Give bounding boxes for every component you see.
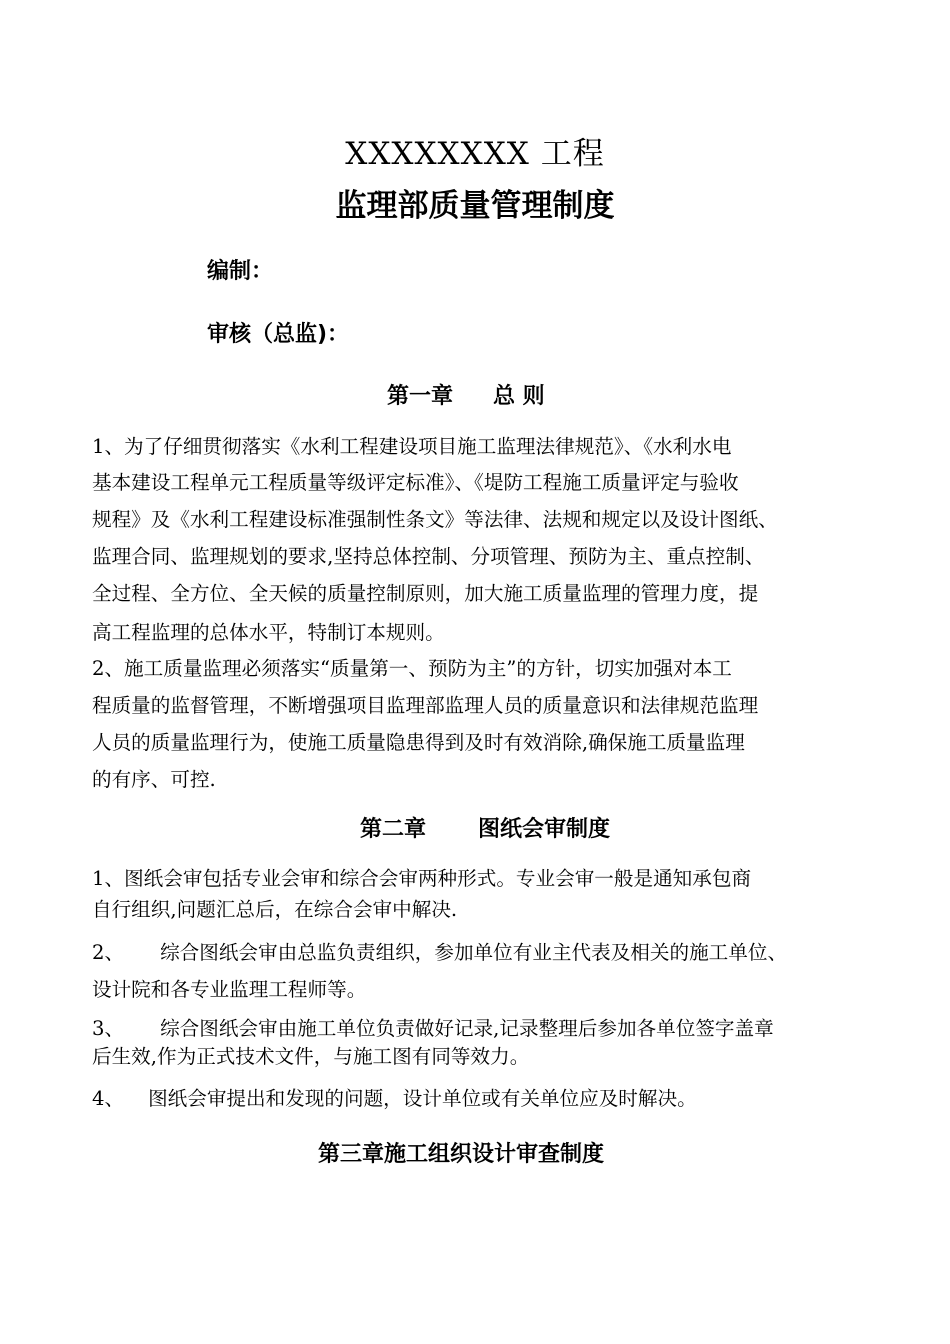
chapter-2-item-2-line: 2、 综合图纸会审由总监负责组织，参加单位有业主代表及相关的施工单位、 [92,941,788,964]
editor-label: 编制： [207,259,274,284]
chapter-1-line: 的有序、可控. [92,768,216,791]
chapter-2-item-3-line: 后生效,作为正式技术文件，与施工图有同等效力。 [92,1045,530,1068]
chapter-2-item-1-line: 自行组织,问题汇总后，在综合会审中解决. [92,898,458,921]
item-number: 1、 [92,867,125,890]
chapter-1-line: 全过程、全方位、全天候的质量控制原则，加大施工质量监理的管理力度，提 [92,582,759,605]
chapter-1-heading [387,379,545,410]
chapter-2-title: 图纸会审制度 [478,817,611,842]
document-title-main: 监理部质量管理制度 [335,188,615,224]
reviewer-label: 审核（总监)： [207,322,350,347]
chapter-3-heading: 第三章施工组织设计审查制度 [317,1142,604,1167]
chapter-2-item-4-line: 4、 图纸会审提出和发现的问题，设计单位或有关单位应及时解决。 [92,1087,697,1110]
chapter-1-line: 2、施工质量监理必须落实“质量第一、预防为主”的方针，切实加强对本工 [92,657,732,680]
chapter-1-line: 监理合同、监理规划的要求,坚持总体控制、分项管理、预防为主、重点控制、 [92,545,765,568]
chapter-1-line: 高工程监理的总体水平，特制订本规则。 [92,621,445,644]
item-number: 2、 [92,941,125,964]
chapter-1-line: 基本建设工程单元工程质量等级评定标准》、《堤防工程施工质量评定与验收 [92,471,739,494]
chapter-2-item-3-line: 3、 综合图纸会审由施工单位负责做好记录,记录整理后参加各单位签字盖章 [92,1017,774,1040]
chapter-2-item-1-line: 1、图纸会审包括专业会审和综合会审两种形式。专业会审一般是通知承包商 [92,867,752,890]
chapter-1-line: 人员的质量监理行为，使施工质量隐患得到及时有效消除,确保施工质量监理 [92,731,745,754]
chapter-1-line: 程质量的监督管理，不断增强项目监理部监理人员的质量意识和法律规范监理 [92,694,759,717]
item-number: 4、 [92,1087,125,1110]
chapter-1-line: 规程》及《水利工程建设标准强制性条文》等法律、法规和规定以及设计图纸、 [92,508,778,531]
chapter-2-number: 第二章 [360,817,427,842]
chapter-2-heading [360,812,610,843]
chapter-1-title: 总 则 [493,384,545,409]
chapter-1-line: 1、为了仔细贯彻落实《水利工程建设项目施工监理法律规范》、《水利水电 [92,435,732,458]
chapter-1-number: 第一章 [387,384,454,409]
chapter-2-item-2-line: 设计院和各专业监理工程师等。 [92,978,367,1001]
item-number: 3、 [92,1017,125,1040]
document-title-project: XXXXXXXX 工程 [345,136,605,172]
